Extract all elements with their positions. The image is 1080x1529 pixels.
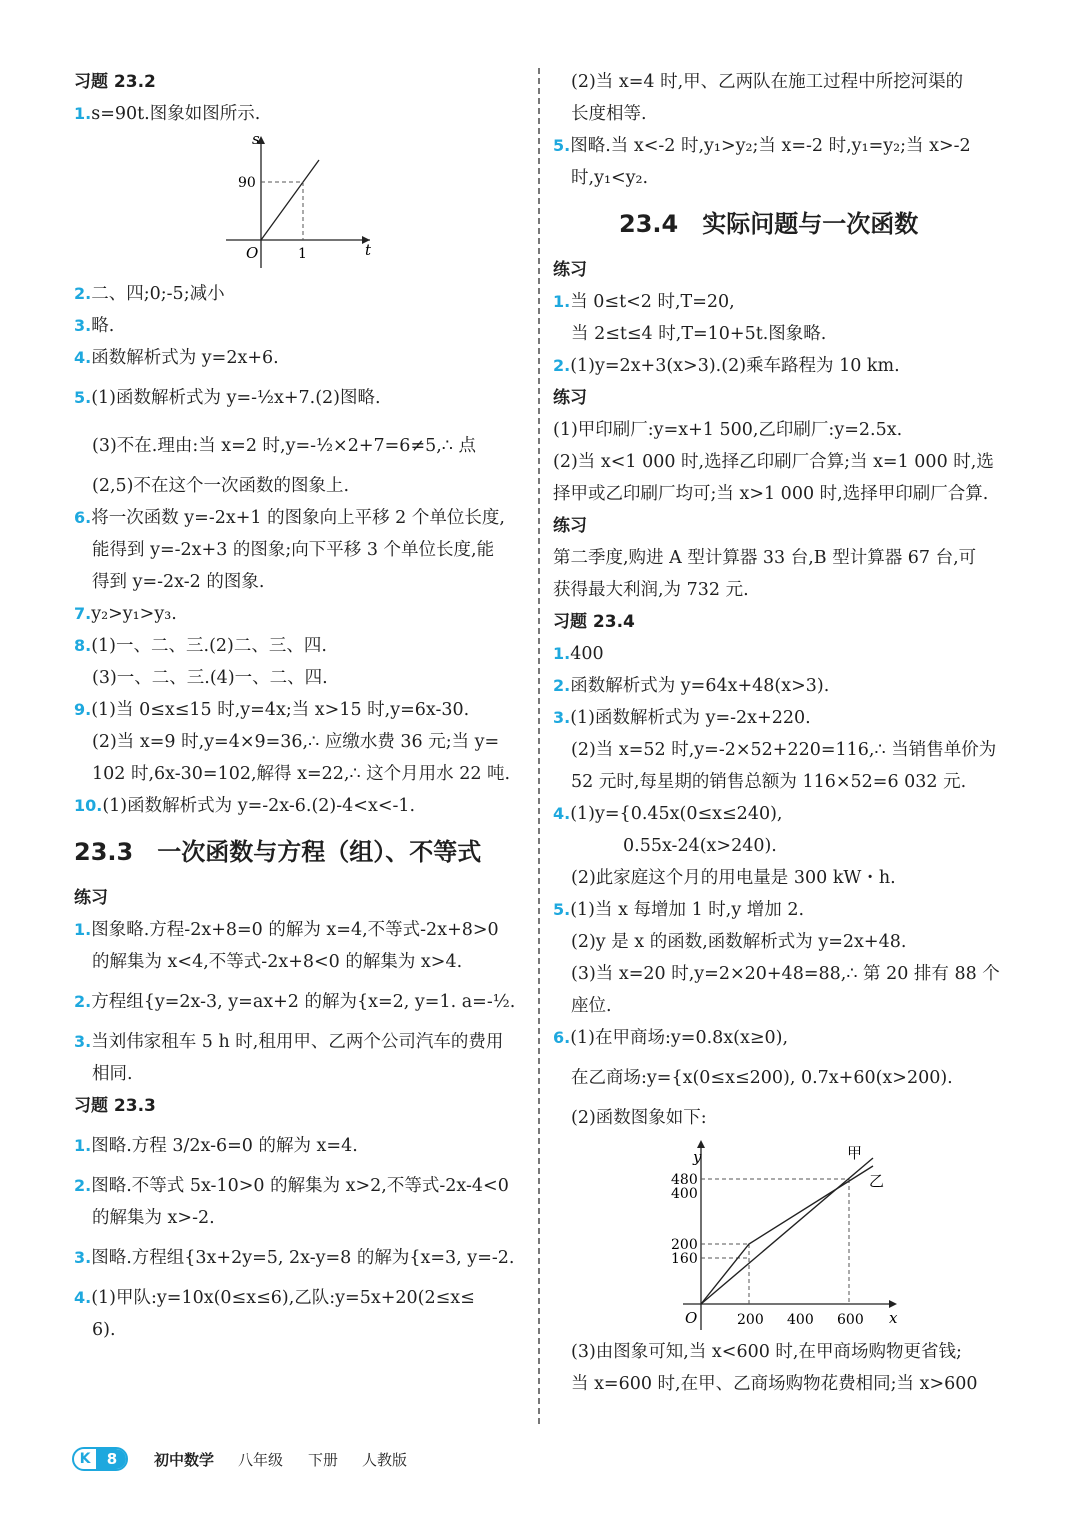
- ex-23-4-answer-5-part3: (3)当 x=20 时,y=2×20+48=88,∴ 第 20 排有 88 个: [571, 964, 1000, 984]
- practice-answer-3-cont: 相同.: [92, 1064, 133, 1084]
- exercise-answer-2: 2.图略.不等式 5x-10>0 的解集为 x>2,不等式-2x-4<0: [74, 1176, 509, 1196]
- answer-9-cont1: (2)当 x=9 时,y=4×9=36,∴ 应缴水费 36 元;当 y=: [92, 732, 500, 752]
- answer-9: 9.(1)当 0≤x≤15 时,y=4x;当 x>15 时,y=6x-30.: [74, 700, 470, 720]
- answer-5-23-3: 5.图略.当 x<-2 时,y₁>y₂;当 x=-2 时,y₁=y₂;当 x>-2: [553, 136, 971, 156]
- practice-answer-1: 1.图象略.方程-2x+8=0 的解为 x=4,不等式-2x+8>0: [74, 920, 499, 940]
- practice-answer-2: 2.方程组{y=2x-3, y=ax+2 的解为{x=2, y=1. a=-½.: [74, 992, 516, 1012]
- practice-3-line-2: 获得最大利润,为 732 元.: [553, 580, 749, 600]
- t-axis-label: t: [365, 241, 372, 259]
- tick-90: 90: [238, 175, 256, 191]
- practice-3-line-1: 第二季度,购进 A 型计算器 33 台,B 型计算器 67 台,可: [553, 548, 977, 568]
- answer-6-cont1: 能得到 y=-2x+3 的图象;向下平移 3 个单位长度,能: [92, 540, 495, 560]
- footer-grade: 八年级: [238, 1451, 284, 1469]
- answer-4: 4.函数解析式为 y=2x+6.: [74, 348, 279, 368]
- ex-23-4-answer-2: 2.函数解析式为 y=64x+48(x>3).: [553, 676, 830, 696]
- answer-5-cont: (2,5)不在这个一次函数的图象上.: [92, 476, 350, 496]
- ex-23-4-answer-3-cont1: (2)当 x=52 时,y=-2×52+220=116,∴ 当销售单价为: [571, 740, 997, 760]
- line-mall-jia: [701, 1158, 873, 1304]
- x-axis-label: x: [889, 1309, 898, 1327]
- ex-23-4-answer-3: 3.(1)函数解析式为 y=-2x+220.: [553, 708, 811, 728]
- practice-1-answer-1-cont: 当 2≤t≤4 时,T=10+5t.图象略.: [571, 324, 827, 344]
- answer-7: 7.y₂>y₁>y₃.: [74, 604, 177, 624]
- answer-4-part2-cont: 长度相等.: [571, 104, 647, 124]
- page-number: 8: [96, 1449, 128, 1469]
- exercise-answer-1: 1.图略.方程 3/2x-6=0 的解为 x=4.: [74, 1136, 358, 1156]
- practice-answer-3: 3.当刘伟家租车 5 h 时,租用甲、乙两个公司汽车的费用: [74, 1032, 504, 1052]
- heading-practice-2: 练习: [553, 388, 587, 408]
- tick-y-160: 160: [671, 1251, 698, 1267]
- tick-x-600: 600: [837, 1312, 864, 1328]
- ex-23-4-answer-6-part3-cont: 当 x=600 时,在甲、乙商场购物花费相同;当 x>600: [571, 1374, 978, 1394]
- ex-23-4-answer-5-cont: 座位.: [571, 996, 612, 1016]
- answer-6: 6.将一次函数 y=-2x+1 的图象向上平移 2 个单位长度,: [74, 508, 505, 528]
- answer-5-23-3-cont: 时,y₁<y₂.: [571, 168, 649, 188]
- right-column: [553, 66, 1003, 1400]
- answer-8: 8.(1)一、二、三.(2)二、三、四.: [74, 636, 327, 656]
- ex-23-4-answer-3-cont2: 52 元时,每星期的销售总额为 116×52=6 032 元.: [571, 772, 967, 792]
- ex-23-4-answer-4-case2: 0.55x-24(x>240).: [623, 836, 777, 856]
- ex-23-4-answer-6-part2: (2)函数图象如下:: [571, 1108, 707, 1128]
- practice-answer-1-cont: 的解集为 x<4,不等式-2x+8<0 的解集为 x>4.: [92, 952, 463, 972]
- label-yi: 乙: [869, 1172, 885, 1190]
- heading-practice: 练习: [74, 888, 108, 908]
- graph-two-malls: [553, 1134, 1003, 1336]
- practice-1-answer-2: 2.(1)y=2x+3(x>3).(2)乘车路程为 10 km.: [553, 356, 900, 376]
- label-jia: 甲: [847, 1144, 863, 1162]
- origin-label: O: [246, 244, 259, 262]
- tick-y-400: 400: [671, 1186, 698, 1202]
- practice-2-line-2: (2)当 x<1 000 时,选择乙印刷厂合算;当 x=1 000 时,选: [553, 452, 994, 472]
- function-line: [261, 160, 319, 240]
- answer-2: 2.二、四;0;-5;减小: [74, 284, 225, 304]
- answer-1: 1.s=90t.图象如图所示.: [74, 104, 261, 124]
- exercise-answer-2-cont: 的解集为 x>-2.: [92, 1208, 215, 1228]
- heading-exercise-23-2: 习题 23.2: [74, 72, 156, 92]
- answer-4-part2: (2)当 x=4 时,甲、乙两队在施工过程中所挖河渠的: [571, 72, 964, 92]
- y-axis-label: y: [693, 1148, 702, 1166]
- ex-23-4-answer-6-part3: (3)由图象可知,当 x<600 时,在甲商场购物更省钱;: [571, 1342, 962, 1362]
- answer-8-cont: (3)一、二、三.(4)一、二、四.: [92, 668, 328, 688]
- column-divider: [538, 68, 540, 1424]
- answer-5-part3: (3)不在.理由:当 x=2 时,y=-½×2+7=6≠5,∴ 点: [92, 436, 476, 456]
- footer-edition: 人教版: [362, 1451, 408, 1469]
- brand-k: K: [79, 1451, 91, 1467]
- heading-exercise-23-4: 习题 23.4: [553, 612, 635, 632]
- section-title-23-3: 23.3 一次函数与方程（组）、不等式: [74, 838, 482, 866]
- footer-subject: 初中数学: [154, 1451, 215, 1469]
- practice-2-line-1: (1)甲印刷厂:y=x+1 500,乙印刷厂:y=2.5x.: [553, 420, 903, 440]
- tick-x-400: 400: [787, 1312, 814, 1328]
- line-mall-yi: [701, 1166, 873, 1304]
- ex-23-4-answer-6-mall-b: 在乙商场:y={x(0≤x≤200), 0.7x+60(x>200).: [571, 1068, 953, 1088]
- exercise-answer-4-cont: 6).: [92, 1320, 116, 1340]
- footer-volume: 下册: [308, 1451, 339, 1469]
- answer-10: 10.(1)函数解析式为 y=-2x-6.(2)-4<x<-1.: [74, 796, 416, 816]
- ex-23-4-answer-5: 5.(1)当 x 每增加 1 时,y 增加 2.: [553, 900, 805, 920]
- exercise-answer-4: 4.(1)甲队:y=10x(0≤x≤6),乙队:y=5x+20(2≤x≤: [74, 1288, 475, 1308]
- heading-exercise-23-3: 习题 23.3: [74, 1096, 156, 1116]
- practice-2-line-3: 择甲或乙印刷厂均可;当 x>1 000 时,选择甲印刷厂合算.: [553, 484, 989, 504]
- heading-practice-1: 练习: [553, 260, 587, 280]
- section-title-23-4: 23.4 实际问题与一次函数: [619, 210, 919, 238]
- ex-23-4-answer-4: 4.(1)y={0.45x(0≤x≤240),: [553, 804, 783, 824]
- s-axis-label: s: [252, 130, 260, 148]
- answer-3: 3.略.: [74, 316, 115, 336]
- tick-1: 1: [298, 246, 307, 262]
- ex-23-4-answer-4-part2: (2)此家庭这个月的用电量是 300 kW・h.: [571, 868, 896, 888]
- ex-23-4-answer-6: 6.(1)在甲商场:y=0.8x(x≥0),: [553, 1028, 789, 1048]
- heading-practice-3: 练习: [553, 516, 587, 536]
- page-badge: [72, 1447, 128, 1471]
- exercise-answer-3: 3.图略.方程组{3x+2y=5, 2x-y=8 的解为{x=3, y=-2.: [74, 1248, 515, 1268]
- answer-6-cont2: 得到 y=-2x-2 的图象.: [92, 572, 265, 592]
- ex-23-4-answer-1: 1.400: [553, 644, 604, 664]
- tick-y-480: 480: [671, 1172, 698, 1188]
- practice-1-answer-1: 1.当 0≤t<2 时,T=20,: [553, 292, 735, 312]
- left-column: [74, 66, 524, 1346]
- graph-s-vs-t: [74, 130, 524, 278]
- ex-23-4-answer-5-part2: (2)y 是 x 的函数,函数解析式为 y=2x+48.: [571, 932, 907, 952]
- answer-9-cont2: 102 时,6x-30=102,解得 x=22,∴ 这个月用水 22 吨.: [92, 764, 511, 784]
- tick-y-200: 200: [671, 1237, 698, 1253]
- tick-x-200: 200: [737, 1312, 764, 1328]
- origin-label: O: [685, 1309, 698, 1327]
- answer-5: 5.(1)函数解析式为 y=-½x+7.(2)图略.: [74, 388, 381, 408]
